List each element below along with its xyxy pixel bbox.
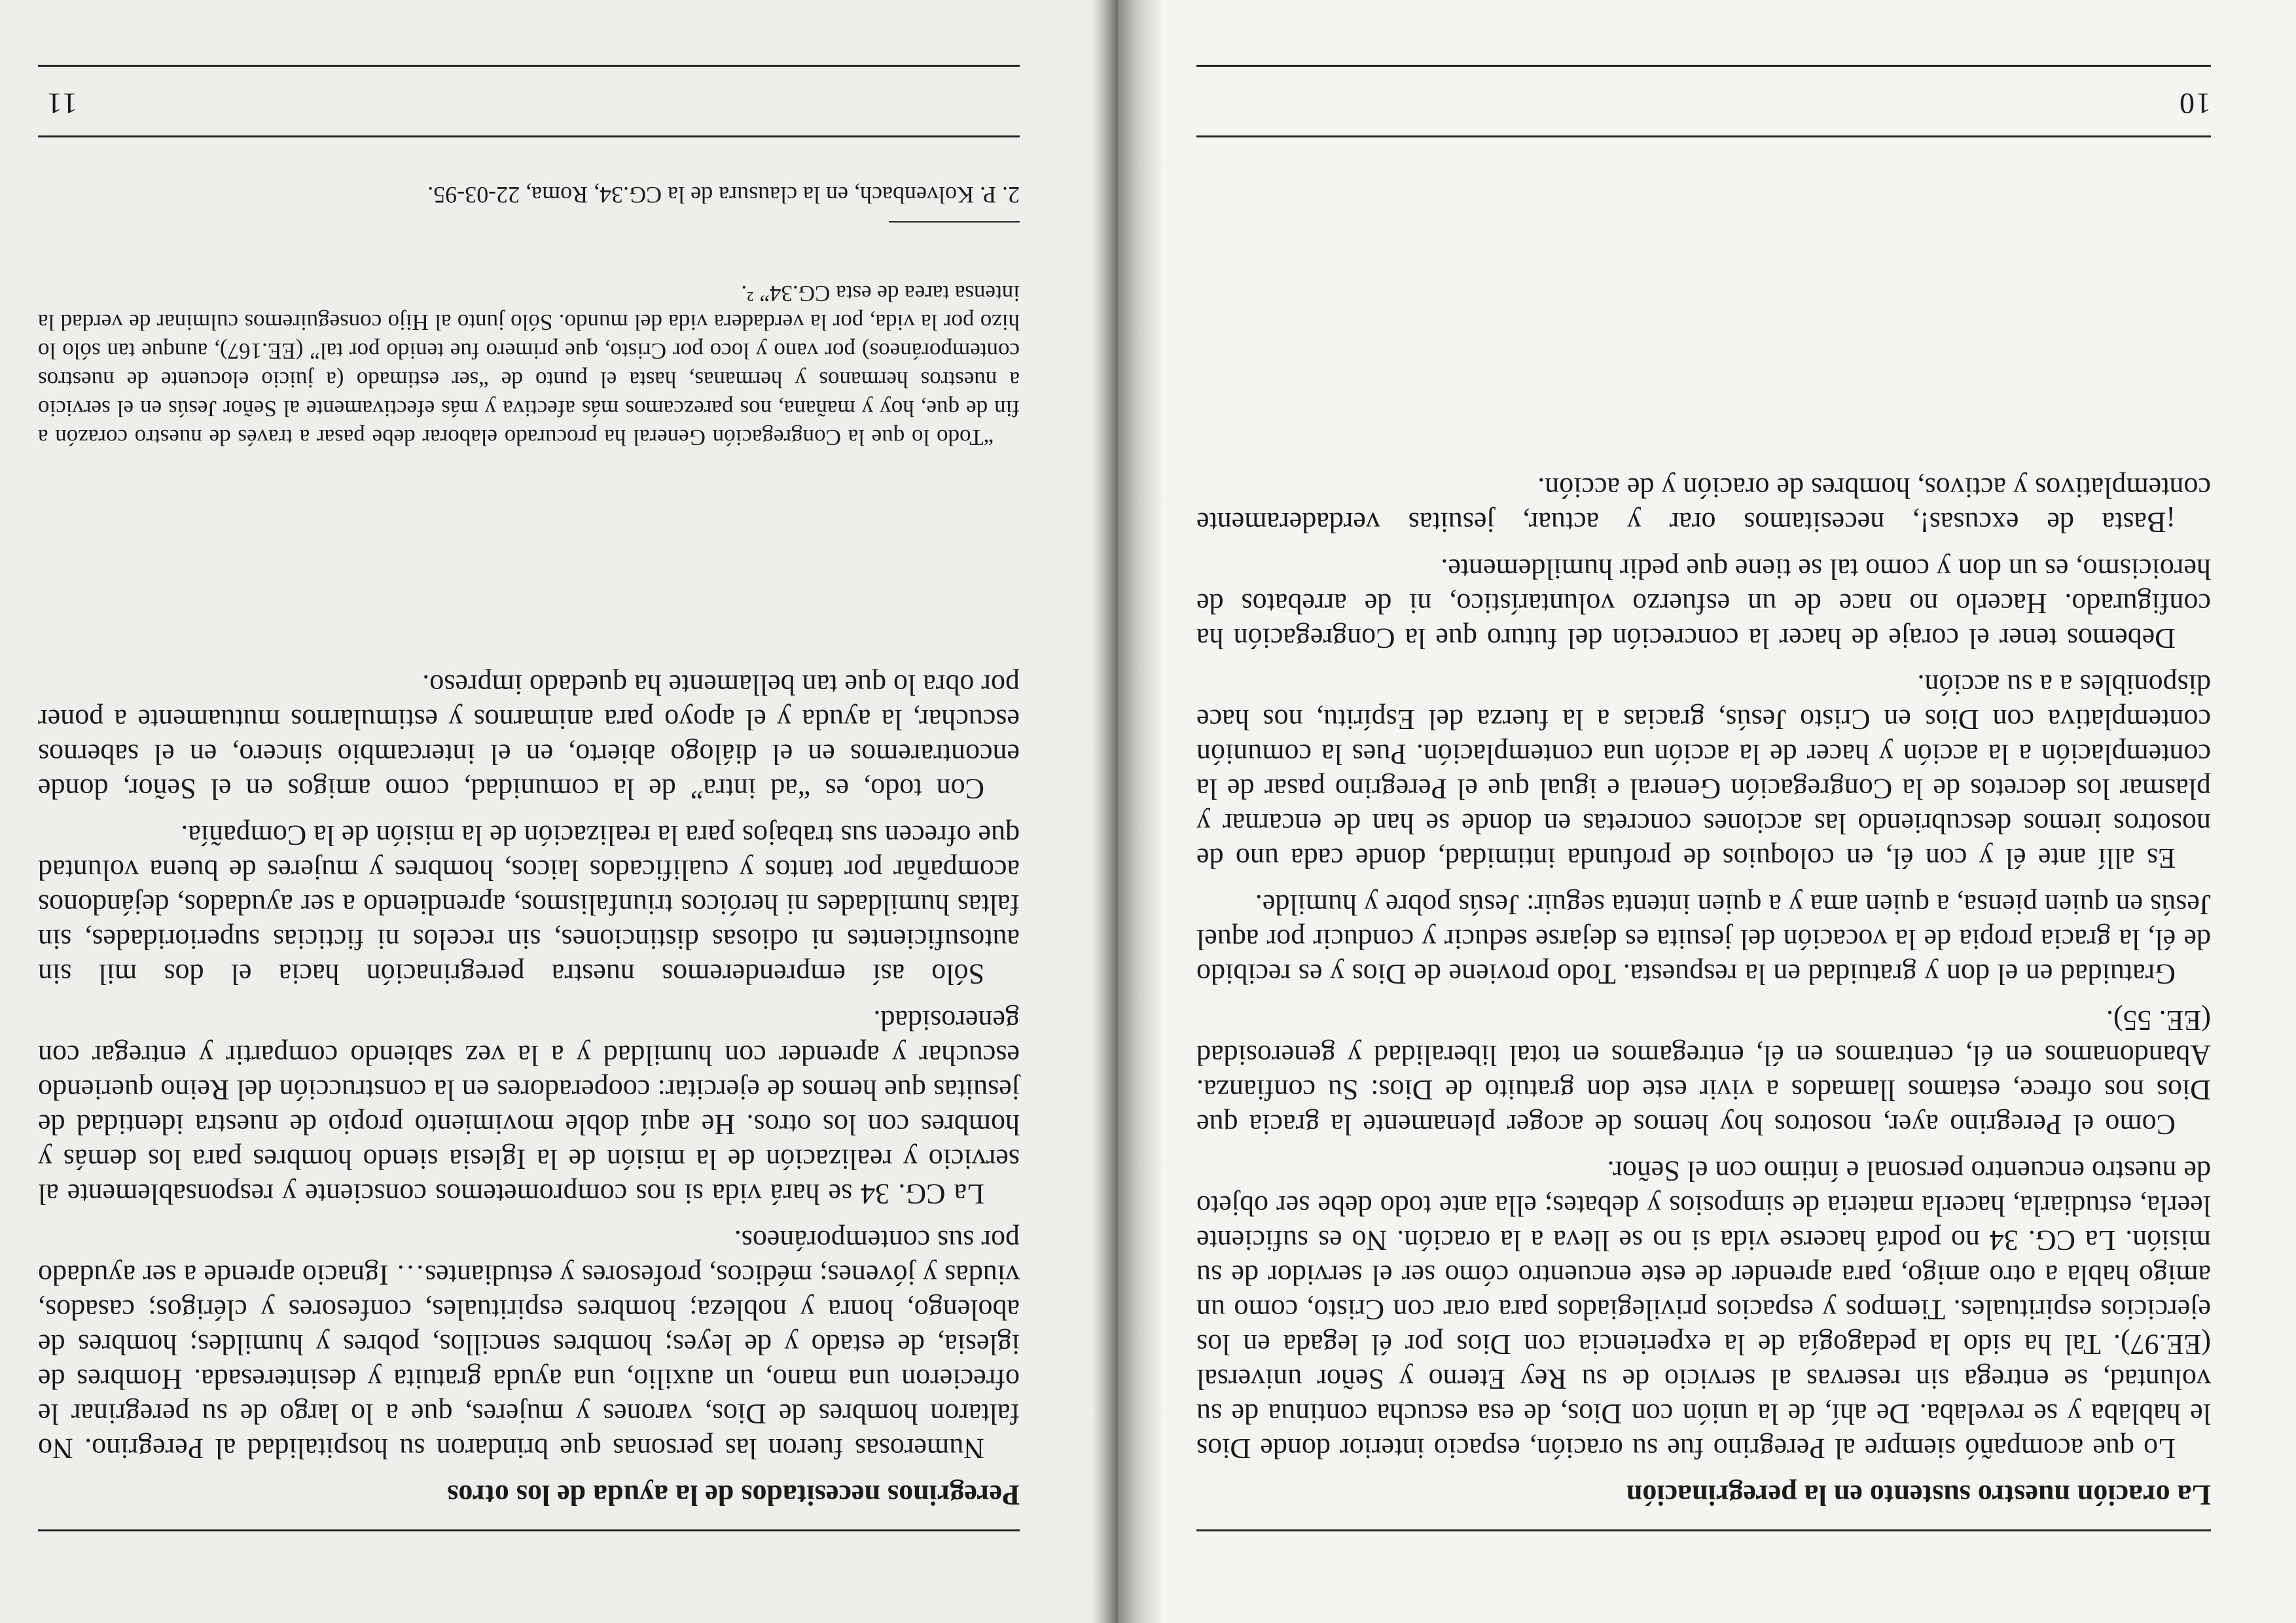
footnote-rule (889, 221, 1020, 223)
paragraph: La CG. 34 se hará vida si nos comprometemos consciente y responsablemente al servicio y realización de la misión de la Iglesia siendo hombres para los demás y hombres con los otros. He aquí doble movimiento propio de nuestra identidad de jesuitas que hemos de ejercitar: cooperadores en la construcción del Reino queriendo escuchar y aprender con humildad y a la vez sabiendo compartir y entregar con generosidad. (38, 1005, 1020, 1210)
quote-text: “Todo lo que la Congregación General ha procurado elaborar debe pasar a través de nuestro corazón a fin de que, hoy y mañana, nos parezcamos más afectiva y más efectivamente al Señor Jesús en el servicio a nuestros hermanos y hermanas, hasta el punto de “ser estimado (a juicio elocuente de nuestros contemporáneos) por vano y loco por Cristo, que primero fue tenido por tal” (EE.167), aunque tan sólo lo hizo por la vida, por la verdadera vida del mundo. Sólo junto al Hijo conseguiremos culminar de verdad la intensa tarea de esta CG.34” ². (38, 281, 1020, 450)
paragraph: Gratuidad en el don y gratuidad en la respuesta. Todo proviene de Dios y es recibido de él, la gracia propia de la vocación del jesuita es dejarse seducir y conducir por aquel Jesús en quien piensa, a quien ama y a quien intenta seguir: Jesús pobre y humilde. (1196, 889, 2211, 990)
top-rule (38, 1529, 1020, 1531)
paragraph: Con todo, es “ad intra” de la comunidad, como amigos en el Señor, donde encontraremos en el diálogo abierto, en el intercambio sincero, en el sabernos escuchar, la ayuda y el apoyo para animarnos y estimularnos mutuamente a poner por obra lo que tan bellamente ha quedado impreso. (38, 669, 1020, 805)
quotation (38, 279, 1020, 452)
page-10-body (1196, 471, 2211, 1466)
section-heading: Peregrinos necesitados de la ayuda de los otros (447, 1479, 1020, 1511)
paragraph: ¡Basta de excusas!, necesitamos orar y actuar, jesuitas verdaderamente contemplativos y activos, hombres de oración y de acción. (1196, 472, 2211, 539)
gutter-shadow (1118, 0, 1164, 1623)
footer-rule (1196, 135, 2211, 137)
paragraph: Numerosas fueron las personas que brindaron su hospitalidad al Peregrino. No faltaron hombres de Dios, varones y mujeres, que a lo largo de su peregrinar le ofrecieron una mano, un auxilio, una ayuda gratuita y desinteresada. Hombres de iglesia, de estado y de leyes; hombres sencillos, pobres y humildes; hombres de abolengo, honra y nobleza; hombres espirituales, confesores y clérigos; casados, viudas y jóvenes; médicos, profesores y estudiantes… Ignacio aprende a ser ayudado por sus contemporáneos. (38, 1224, 1020, 1465)
page-number: 11 (45, 87, 77, 120)
paragraph: Es allí ante él y con él, en coloquios de profunda intimidad, donde cada uno de nosotros iremos descubriendo las acciones concretas en donde se han de encarnar y plasmar los decretos de la Congregación General e igual que el Peregrino pasar de la contemplación a la acción y hacer de la acción una contemplación. Pues la comunión contemplativa con Dios en Cristo Jesús, gracias a la fuerza del Espíritu, nos hace disponibles a a su acción. (1196, 669, 2211, 874)
footnote: 2. P. Kolvenbach, en la clausura de la CG.34, Roma, 22-03-95. (427, 182, 1020, 208)
section-heading: La oración nuestro sustento en la peregrinación (1626, 1479, 2211, 1511)
gutter-shadow (1092, 0, 1118, 1623)
paragraph: Lo que acompañó siempre al Peregrino fue su oración, espacio interior donde Dios le hablaba y se revelaba. De ahí, de la unión con Dios, de esa escucha continua de su voluntad, se entrega sin reservas al servicio de su Rey Eterno y Señor universal (EE.97). Tal ha sido la pedagogía de la experiencia con Dios por él legada en los ejercicios espirituales. Tiempos y espacios privilegiados para orar con Cristo, como un amigo habla a otro amigo, para aprender de este encuentro cómo ser el servidor de su misión. La CG. 34 no podrá hacerse vida si no se lleva a la oración. No es suficiente leerla, estudiarla, hacerla materia de simposios y debates; ella ante todo debe ser objeto de nuestro encuentro personal e íntimo con el Señor. (1196, 1155, 2211, 1465)
page-11-body (38, 668, 1020, 1466)
page-number: 10 (2178, 87, 2211, 120)
bottom-rule (38, 65, 1020, 67)
bottom-rule (1196, 65, 2211, 67)
paragraph: Sólo así emprenderemos nuestra peregrinación hacia el dos mil sin autosuficientes ni odiosas distinciones, sin recelos ni ficticias superioridades, sin faltas humildades ni heróicos triunfalismos, aprendiendo a ser ayudados, dejándonos acompañar por tantos y cualificados laicos, hombres y mujeres de buena voluntad que ofrecen sus trabajos para la realización de la misión de la Compañía. (38, 819, 1020, 990)
paragraph: Como el Peregrino ayer, nosotros hoy hemos de acoger plenamente la gracia que Dios nos ofrece, estamos llamados a vivir este don gratuito de Dios: Su confianza. Abandonamos en él, centramos en él, entregamos en total liberalidad y generosidad (EE. 55). (1196, 1005, 2211, 1141)
page-10 (1118, 0, 2296, 1623)
footer-rule (38, 135, 1020, 137)
page-11 (0, 0, 1118, 1623)
paragraph: Debemos tener el coraje de hacer la concreción del futuro que la Congregación ha configurado. Hacerlo no nace de un esfuerzo voluntarístico, ni de arrebatos de heroicismo, es un don y como tal se tiene que pedir humildemente. (1196, 553, 2211, 654)
top-rule (1196, 1529, 2211, 1531)
